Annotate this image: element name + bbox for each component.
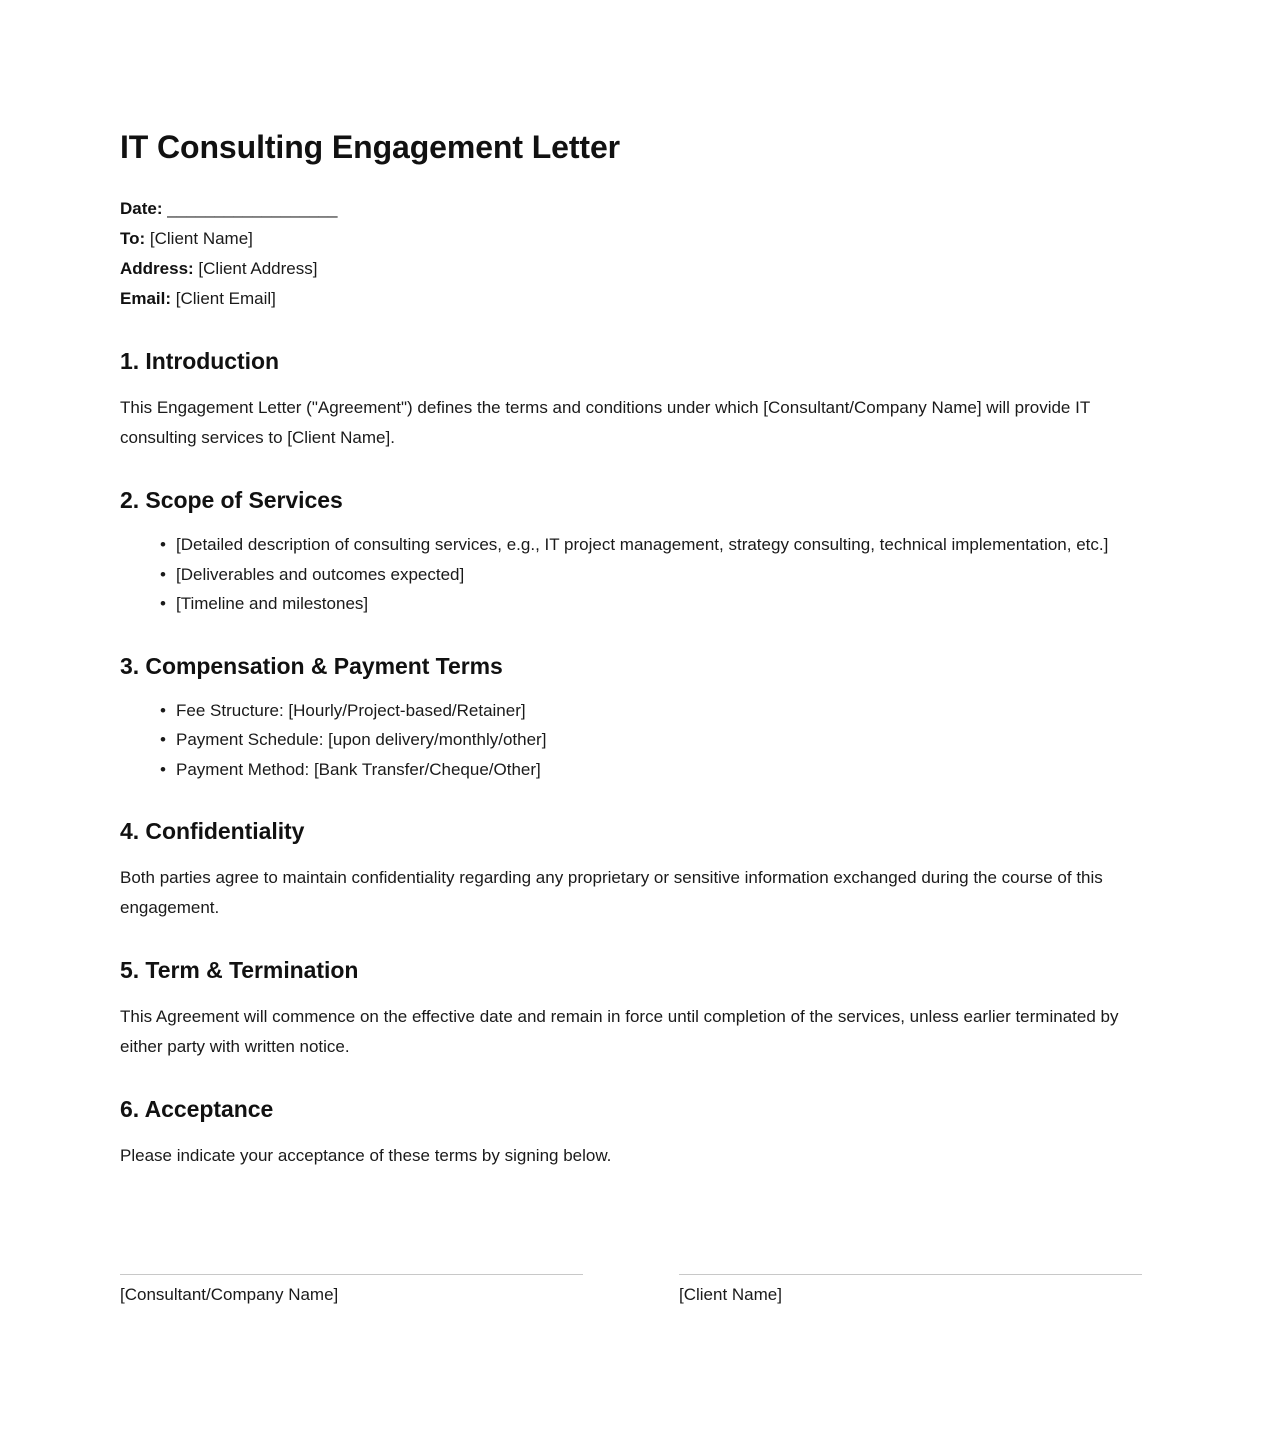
metadata-label-address: Address: xyxy=(120,259,194,279)
signature-label-client: [Client Name] xyxy=(679,1285,782,1304)
section-scope-of-services xyxy=(120,453,1142,618)
metadata-label-to: To: xyxy=(120,229,146,249)
metadata-row-to xyxy=(120,224,1142,254)
section-heading-term-termination: 5. Term & Termination xyxy=(120,956,359,983)
metadata-row-date xyxy=(120,194,1142,224)
list-item: • Fee Structure: [Hourly/Project-based/Retainer] xyxy=(162,696,1142,726)
section-heading-introduction: 1. Introduction xyxy=(120,348,279,375)
section-heading-acceptance: 6. Acceptance xyxy=(120,1095,274,1122)
metadata-value-date: __________________ xyxy=(167,199,338,219)
scope-bullet-list xyxy=(120,516,1142,619)
list-item: • [Detailed description of consulting services, e.g., IT project management, strategy consulting, technical implementation, etc.] xyxy=(162,530,1142,560)
section-compensation-payment-terms xyxy=(120,619,1142,784)
metadata-value-to: [Client Name] xyxy=(149,229,253,249)
list-item: • Payment Method: [Bank Transfer/Cheque/Other] xyxy=(162,755,1142,785)
metadata-value-address: [Client Address] xyxy=(198,259,318,279)
section-heading-scope-of-services: 2. Scope of Services xyxy=(120,487,343,514)
signature-block xyxy=(120,1274,1142,1310)
section-term-termination xyxy=(120,923,1142,1062)
list-item: • Payment Schedule: [upon delivery/monthly/other] xyxy=(162,725,1142,755)
metadata-label-email: Email: xyxy=(120,289,172,309)
signature-column-client xyxy=(679,1274,1142,1310)
section-paragraph-introduction: This Engagement Letter ("Agreement") defines the terms and conditions under which [Consultant/Company Name] will provide IT consulting services to [Client Name]. xyxy=(120,398,1090,448)
signature-label-consultant: [Consultant/Company Name] xyxy=(120,1285,339,1304)
metadata-row-address xyxy=(120,254,1142,284)
list-item: • [Deliverables and outcomes expected] xyxy=(162,560,1142,590)
section-paragraph-term-termination: This Agreement will commence on the effective date and remain in force until completion of the services, unless earlier terminated by either party with written notice. xyxy=(120,1006,1119,1056)
metadata-label-date: Date: xyxy=(120,199,163,219)
letter-metadata xyxy=(120,194,1142,314)
section-paragraph-confidentiality: Both parties agree to maintain confidentiality regarding any proprietary or sensitive information exchanged during the course of this engagement. xyxy=(120,867,1103,917)
section-paragraph-acceptance: Please indicate your acceptance of these terms by signing below. xyxy=(120,1145,612,1165)
signature-column-consultant xyxy=(120,1274,583,1310)
compensation-bullet-list xyxy=(120,682,1142,785)
section-confidentiality xyxy=(120,784,1142,923)
metadata-row-email xyxy=(120,284,1142,314)
page-title: IT Consulting Engagement Letter xyxy=(120,129,621,165)
section-heading-compensation: 3. Compensation & Payment Terms xyxy=(120,652,503,679)
section-introduction xyxy=(120,314,1142,453)
metadata-value-email: [Client Email] xyxy=(175,289,276,309)
section-acceptance xyxy=(120,1062,1142,1171)
list-item: • [Timeline and milestones] xyxy=(162,589,1142,619)
document-body xyxy=(120,0,1142,1171)
section-heading-confidentiality: 4. Confidentiality xyxy=(120,818,305,845)
